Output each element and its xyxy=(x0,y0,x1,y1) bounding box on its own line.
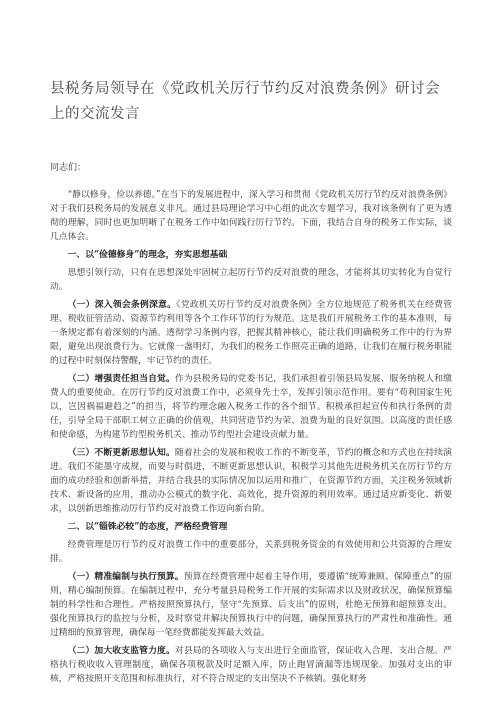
subsection-paragraph xyxy=(50,570,452,640)
body-paragraph: “静以修身，俭以养德。”在当下的发展进程中，深入学习和贯彻《党政机关厉行节约反对浪费条例》对于我们县税务局的发展意义非凡。通过县局理论学习中心组的此次专题学习，我对该条例有了更为透彻的理解，同时也更加明晰了在税务工作中如何践行厉行节约。下面，我结合自身的税务工作实际，谈几点体会。 xyxy=(50,190,452,242)
paragraph-text: 预算在经费管理中起着主导作用，要遵循“统筹兼顾、保障重点”的原则，精心编制预算。在编制过程中，充分考量县局税务工作开展的实际需求以及财政状况，确保预算编制的科学性和合理性。严格按照预算执行，坚守“先预算、后支出”的原则，杜绝无预算和超预算支出。强化预算执行的监控与分析，及时察觉并解决预算执行中的问题，确保预算执行的严肃性和准确性。通过精细的预算管理，确保每一笔经费都能发挥最大效益。 xyxy=(50,572,452,638)
subsection-lead: （二）增强责任担当自觉。 xyxy=(67,374,175,384)
greeting: 同志们： xyxy=(50,163,87,173)
document-body xyxy=(50,188,452,686)
subsection-lead: （二）加大收支监管力度。 xyxy=(67,646,175,656)
subsection-lead: （三）不断更新思想认知。 xyxy=(67,448,175,458)
subsection-paragraph xyxy=(50,298,452,368)
document-title: 县税务局领导在《党政机关厉行节约反对浪费条例》研讨会上的交流发言 xyxy=(50,81,440,122)
body-paragraph: 思想引领行动，只有在思想深处牢固树立起厉行节约反对浪费的理念，才能将其切实转化为自觉行动。 xyxy=(50,268,452,292)
body-paragraph: 经费管理是厉行节约反对浪费工作中的重要部分，关系到税务资金的有效使用和公共资源的合理安排。 xyxy=(50,540,452,564)
section-heading: 二、以“锱铢必较”的态度，严格经费管理 xyxy=(67,522,228,532)
subsection-lead: （一）精准编制与执行预算。 xyxy=(67,572,184,582)
paragraph-text: 对县局的各项收入与支出进行全面监管，保证收入合理、支出合规。严格执行税收收入管理制度，确保各项税款及时足额入库，防止跑冒滴漏等违规现象。加强对支出的审核，严格按照开支范围和标准执行，对不符合规定的支出坚决不予核销。强化财务 xyxy=(50,646,452,684)
paragraph-text: 《党政机关厉行节约反对浪费条例》全方位地规范了税务机关在经费管理、税收征管活动、资源节约利用等各个工作环节的行为规范。这是我们开展税务工作的基本准则，每一条规定都有着深刻的内涵。透彻学习条例内容，把握其精神核心，能让我们明确税务工作中的行为界限，避免出现浪费行为。它就像一盏明灯，为我们的税务工作照亮正确的道路，让我们在履行税务职能的过程中时刻保持警醒，牢记节约的责任。 xyxy=(50,300,452,366)
paragraph-text: 作为县税务局的党委书记，我们承担着引领县局发展、服务纳税人和缴费人的重要使命。在厉行节约反对浪费工作中，必须身先士卒，发挥引领示范作用。要有“苟利国家生死以，岂因祸福避趋之”的担当，将节约理念融入税务工作的各个细节。积极承担起宣传和执行条例的责任，引导全局干部职工树立正确的价值观，共同营造节约为荣、浪费为耻的良好氛围。以高度的责任感和使命感，为构建节约型税务机关、推动节约型社会建设贡献力量。 xyxy=(50,374,452,440)
paragraph-text: 随着社会的发展和税收工作的不断变革，节约的概念和方式也在持续演进。我们不能墨守成规，而要与时俱进，不断更新思想认识，积极学习其他先进税务机关在厉行节约方面的成功经验和创新举措，并结合我县的实际情况加以运用和推广，在资源节约方面，关注税务领域新技术、新设备的应用，推动办公模式的数字化、高效化，提升资源的利用效率。通过适应新变化、新要求，以创新思维推动厉行节约反对浪费工作迈向新台阶。 xyxy=(50,448,452,514)
subsection-lead: （一）深入领会条例深意。 xyxy=(67,300,177,310)
subsection-paragraph xyxy=(50,446,452,516)
subsection-paragraph xyxy=(50,644,452,686)
section-heading: 一、以“俭德修身”的理念，夯实思想基础 xyxy=(67,250,228,260)
subsection-paragraph xyxy=(50,372,452,442)
